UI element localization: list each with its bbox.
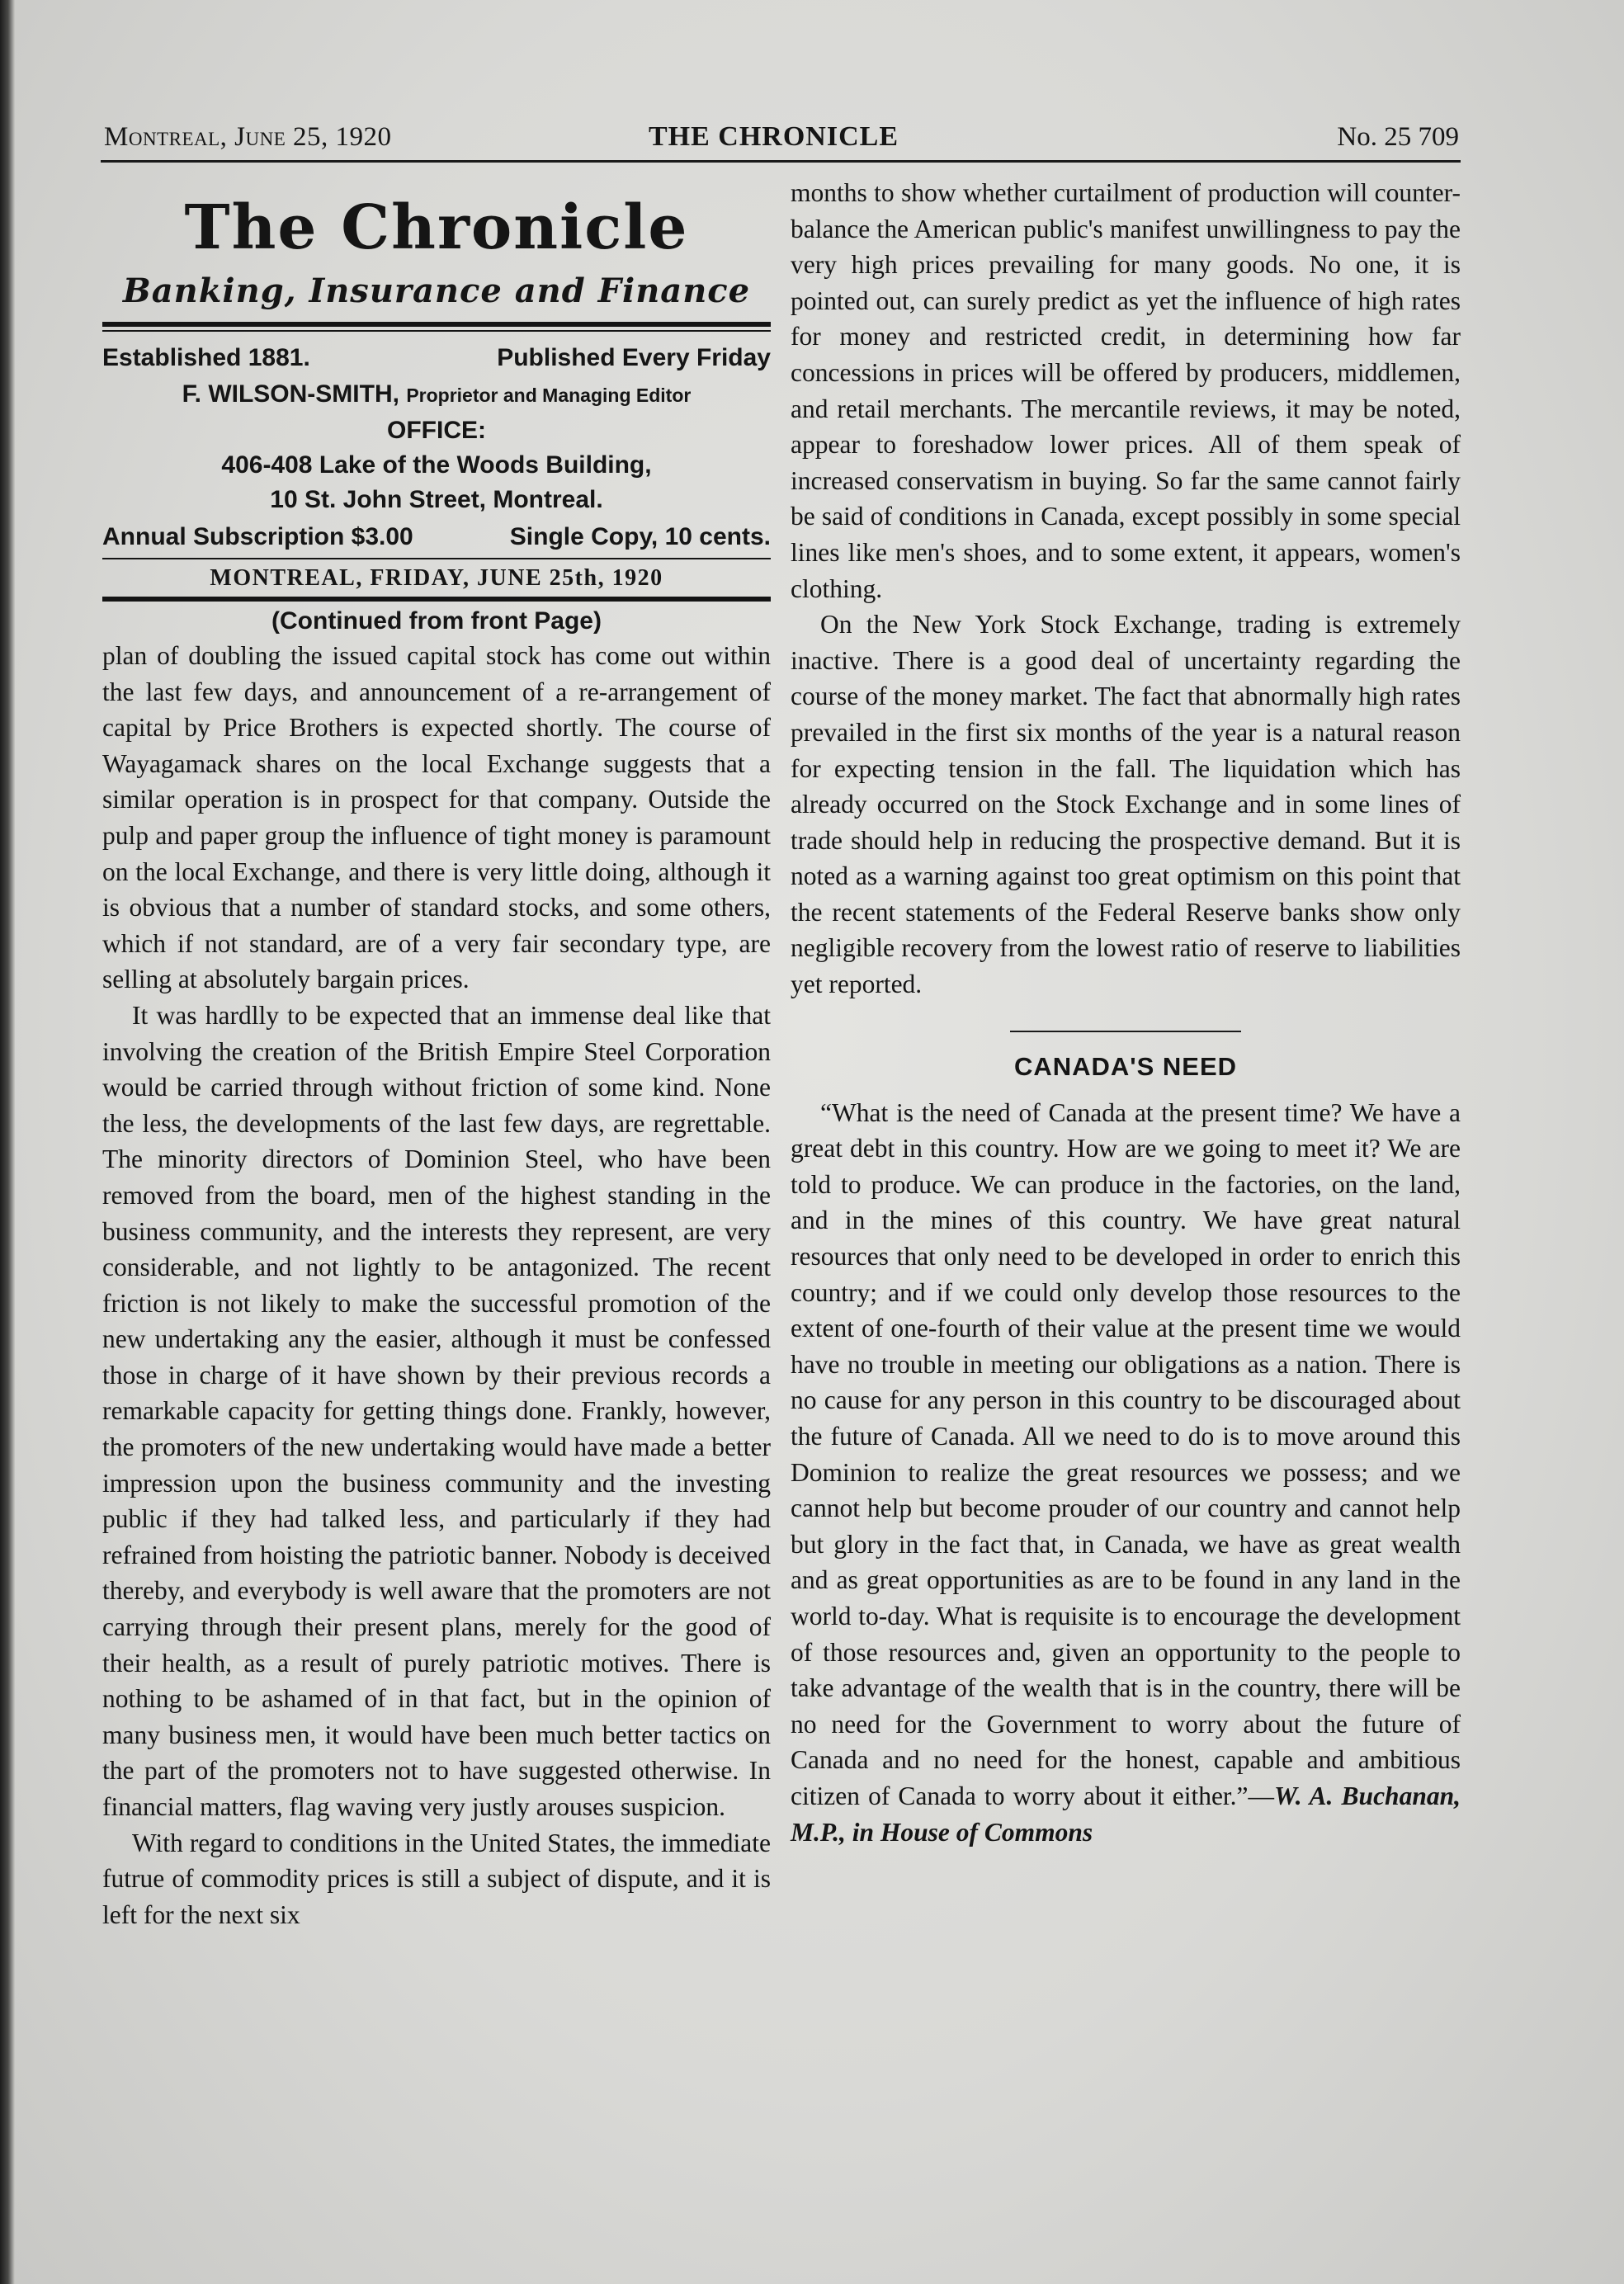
dateline-rule-bottom [102, 597, 771, 602]
running-head-page-number: No. 25 709 [1337, 122, 1459, 152]
quote-text: “What is the need of Canada at the present time? We have a great debt in this country. How are we going to meet it? We are told to produce. We can produce in the factories, on the land, and in the mines of this country. We have great natural resources that only need to be developed in order to enrich this country; and if we could only develop those resources to the extent of one-fourth of their value at the present time we would have no trouble in meeting our obligations as a nation. There is no cause for any person in this country to be discouraged about the future of Canada. All we need to do is to move around this Dominion to realize the great resources we possess; and we cannot help but become prouder of our country and cannot help but glory in the fact that, in Canada, we have as great wealth and as great opportunities as are to be found in any land in the world to-day. What is requisite is to encourage the development of those resources and, given an opportunity to the people to take advantage of the wealth that is in the country, there will be no need for the Government to worry about the future of Canada and no need for the honest, capable and ambitious citizen of Canada to worry about it either.”— [791, 1097, 1461, 1810]
dateline-rule-top [102, 558, 771, 559]
section-heading: CANADA'S NEED [1013, 1051, 1238, 1081]
article-paragraph: With regard to conditions in the United States, the immediate futrue of commodity prices is still a subject of dispute, and it is left for the next six [102, 1828, 771, 1929]
masthead-rule [102, 322, 771, 327]
issue-dateline: MONTREAL, FRIDAY, JUNE 25th, 1920 [210, 565, 663, 591]
running-head-dateline: Montreal, June 25, 1920 [104, 122, 392, 152]
page-edge-shadow [0, 0, 15, 2284]
quote-paragraph [791, 1095, 1461, 1850]
masthead-title: The Chronicle [184, 192, 689, 263]
address-line-2: 10 St. John Street, Montreal. [270, 486, 603, 513]
subscription-row [102, 519, 771, 555]
section-divider [1010, 1031, 1241, 1032]
article-paragraph: plan of doubling the issued capital stock has come out within the last few days, and announcement of a re-arrangement of capital by Price Brothers is expected shortly. The course of Wayagamack shares on the local Exchange suggests that a similar operation is in prospect for that company. Outside the pulp and paper group the influence of tight money is paramount on the local Exchange, and there is very little doing, although it is obvious that a number of standard stocks, and some others, which if not standard, are of a very fair secondary type, are selling at absolutely bargain prices. [102, 641, 771, 994]
running-head-title: THE CHRONICLE [649, 121, 899, 152]
proprietor-role: Proprietor and Managing Editor [406, 385, 692, 406]
continued-note: (Continued from front Page) [271, 607, 602, 635]
annual-subscription: Annual Subscription $3.00 [102, 523, 413, 550]
article-paragraph: It was hardlly to be expected that an immense deal like that involving the creation of the British Empire Steel Corporation would be carried through without friction of some kind. None the less, the developments of the last few days, are regrettable. The minority directors of Dominion Steel, who have been removed from the board, men of the highest standing in the business community, and the interests they represent, are very considerable, and not lightly to be antagonized. The recent friction is not likely to make the successful promotion of the new undertaking any the easier, although it must be confessed those in charge of it have shown by their previous records a remarkable capacity for getting things done. Frankly, however, the promoters of the new undertaking would have made a better impression upon the business community and the investing public if they had talked less, and particularly if they had refrained from hoisting the patriotic banner. Nobody is deceived thereby, and everybody is well aware that the promoters are not carrying through their present plans, merely for the good of their health, as a result of purely patriotic motives. There is nothing to be ashamed of in that fact, but in the opinion of many business men, it would have been much better tactics on the part of the promoters not to have suggested otherwise. In financial matters, flag waving very justly arouses suspicion. [102, 1000, 771, 1821]
proprietor-line [102, 376, 771, 413]
header-rule [101, 160, 1461, 163]
published-text: Published Every Friday [497, 344, 771, 371]
masthead-subtitle: Banking, Insurance and Finance [122, 271, 751, 310]
established-text: Established 1881. [102, 344, 310, 371]
article-paragraph: months to show whether curtailment of production will counter-balance the American public's manifest unwillingness to pay the very high prices prevailing for many goods. No one, it is pointed out, can surely predict as yet the influence of high rates for money and restricted credit, in determining how far concessions in prices will be offered by producers, middlemen, and retail merchants. The mercantile reviews, it may be noted, appear to foreshadow lower prices. All of them speak of increased conservatism in buying. So far the same cannot fairly be said of conditions in Canada, except possibly in some special lines like men's shoes, and to some extent, it appears, women's clothing. [791, 178, 1461, 603]
running-head [104, 116, 1459, 158]
single-copy-price: Single Copy, 10 cents. [509, 523, 771, 550]
address-line-1: 406-408 Lake of the Woods Building, [221, 451, 652, 479]
masthead-rule-thin [102, 330, 771, 332]
masthead-established-row [102, 340, 771, 376]
article-paragraph: On the New York Stock Exchange, trading is extremely inactive. There is a good deal of uncertainty regarding the course of the money market. The fact that abnormally high rates prevailed in the first six months of the year is a natural reason for expecting tension in the fall. The liquidation which has already occurred on the Stock Exchange and in some lines of trade should help in reducing the prospective demand. But it is noted as a warning against too great optimism on this point that the recent statements of the Federal Reserve banks show only negligible recovery from the lowest ratio of reserve to liabilities yet reported. [791, 610, 1461, 999]
right-column [791, 175, 1461, 1850]
left-column [102, 177, 771, 1932]
quote-attribution: W. A. Buchanan, M.P., in House of Commons [791, 1781, 1461, 1847]
proprietor-name: F. WILSON-SMITH, [182, 380, 399, 408]
masthead [102, 188, 771, 638]
newspaper-page [15, 0, 1624, 2284]
office-label: OFFICE: [387, 417, 486, 444]
